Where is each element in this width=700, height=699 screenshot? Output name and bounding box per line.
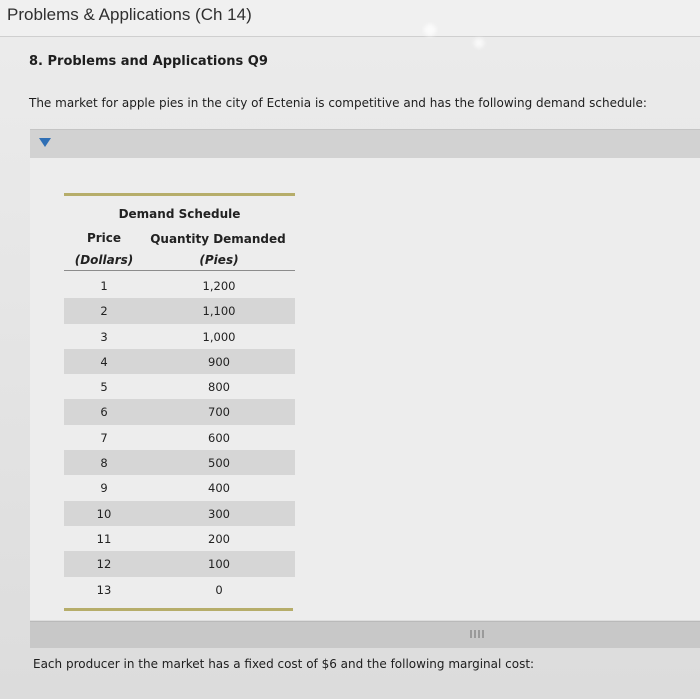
question-heading: 8. Problems and Applications Q9	[29, 54, 268, 69]
table-row	[64, 324, 295, 349]
table-title: Demand Schedule	[118, 207, 241, 221]
question-intro: The market for apple pies in the city of Ectenia is competitive and has the following demand schedule:	[29, 96, 647, 110]
glare-spot	[424, 24, 436, 36]
price-cell: 9	[100, 481, 108, 496]
table-row	[64, 349, 295, 374]
quantity-header: Quantity Demanded	[150, 232, 286, 246]
quantity-cell: 500	[208, 456, 230, 471]
table-row	[64, 399, 295, 424]
triangle-down-icon[interactable]	[39, 138, 51, 147]
quantity-cell: 200	[208, 531, 230, 546]
quantity-cell: 100	[208, 557, 230, 572]
table-row	[64, 551, 295, 576]
glare-spot	[474, 38, 484, 48]
table-row	[64, 526, 295, 551]
header-rule	[64, 270, 295, 271]
quantity-cell: 1,000	[202, 329, 236, 344]
price-unit: (Dollars)	[74, 253, 134, 267]
grip-icon[interactable]	[470, 630, 484, 638]
quantity-cell: 600	[208, 430, 230, 445]
quantity-cell: 0	[215, 582, 223, 597]
page-title: Problems & Applications (Ch 14)	[7, 5, 252, 24]
price-cell: 6	[100, 405, 108, 420]
table-row	[64, 577, 295, 602]
table-top-rule	[64, 193, 295, 196]
quantity-cell: 700	[208, 405, 230, 420]
quantity-cell: 1,200	[202, 279, 236, 293]
table-row	[64, 273, 295, 298]
quantity-cell: 900	[208, 354, 230, 369]
price-cell: 1	[100, 279, 108, 293]
quantity-unit: (Pies)	[199, 253, 239, 267]
price-cell: 10	[96, 506, 112, 521]
price-cell: 7	[100, 430, 108, 445]
price-cell: 12	[96, 557, 112, 572]
price-cell: 13	[96, 582, 112, 597]
collapse-toggle[interactable]	[30, 129, 700, 159]
price-cell: 11	[96, 531, 112, 546]
demand-table-body	[64, 273, 295, 602]
quantity-cell: 400	[208, 481, 230, 496]
price-cell: 4	[100, 354, 108, 369]
table-row	[64, 425, 295, 450]
price-cell: 2	[100, 304, 108, 319]
price-cell: 8	[100, 456, 108, 471]
table-row	[64, 501, 295, 526]
header-bar	[0, 0, 700, 37]
table-row	[64, 450, 295, 475]
table-row	[64, 475, 295, 500]
price-header: Price	[86, 231, 122, 245]
panel-resize-bar[interactable]	[30, 621, 700, 648]
quantity-cell: 1,100	[202, 304, 236, 319]
question-footer: Each producer in the market has a fixed cost of $6 and the following marginal cost:	[33, 657, 535, 671]
table-row	[64, 298, 295, 323]
quantity-cell: 300	[208, 506, 230, 521]
quantity-cell: 800	[208, 380, 230, 395]
price-cell: 5	[100, 380, 108, 395]
table-bottom-rule	[64, 608, 293, 611]
table-row	[64, 374, 295, 399]
price-cell: 3	[100, 329, 108, 344]
